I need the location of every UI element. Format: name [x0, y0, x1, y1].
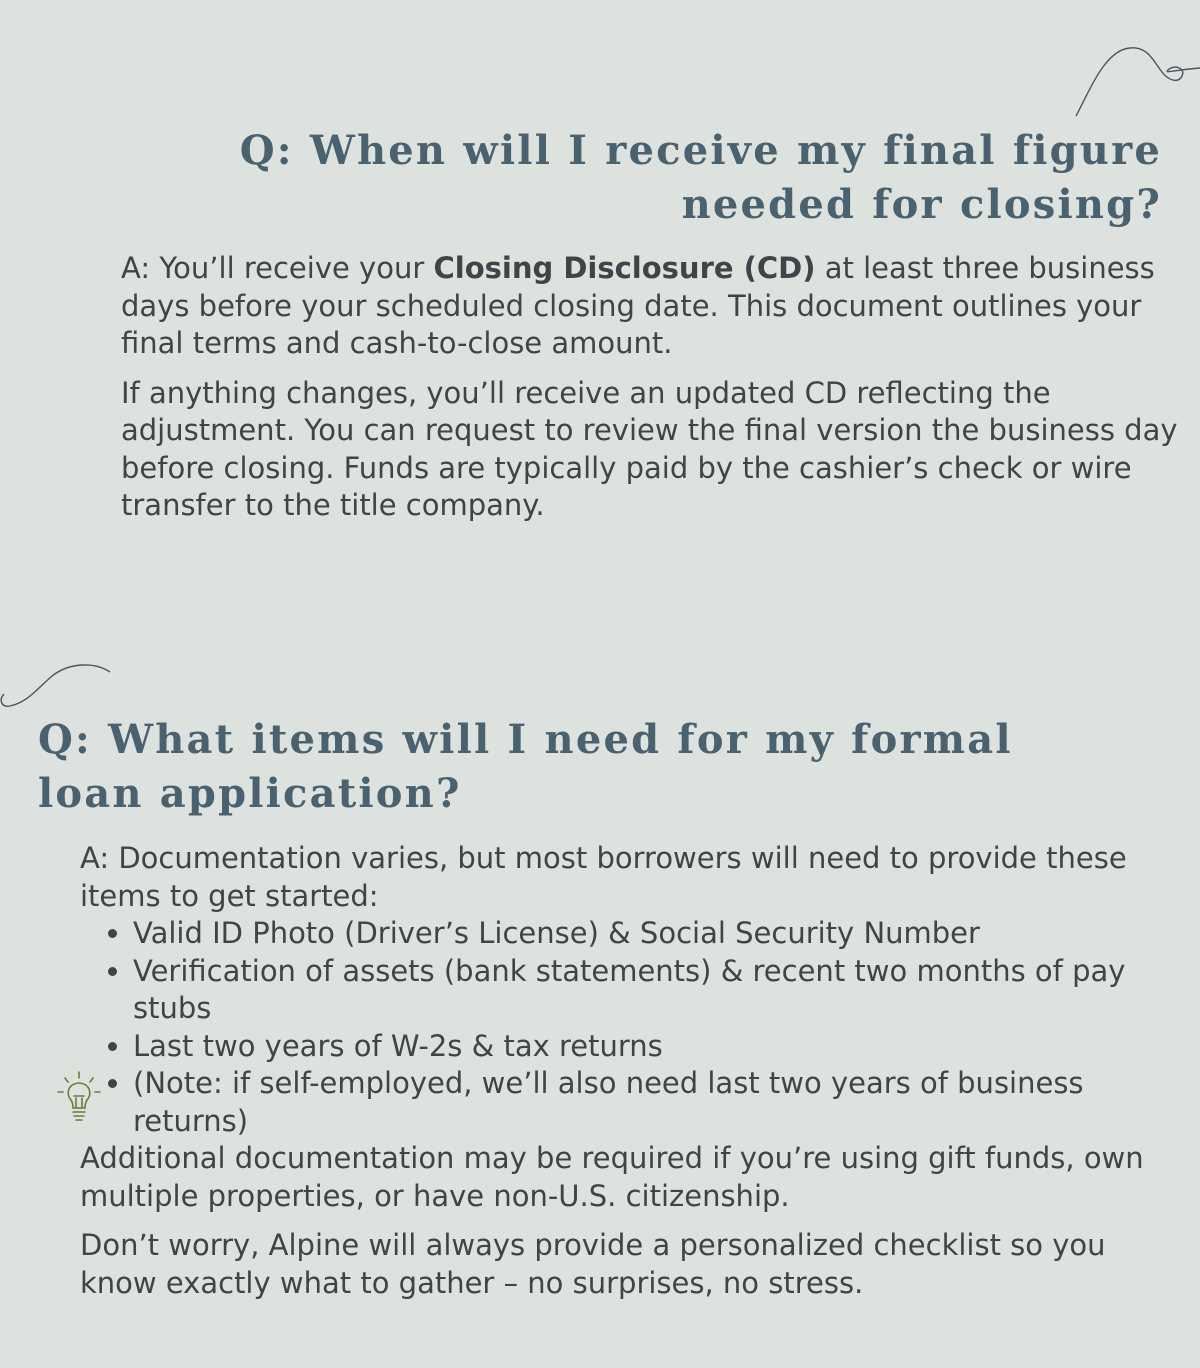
question-heading-closing-figure: Q: When will I receive my final figure needed for closing?: [239, 127, 1162, 228]
required-items-list: [80, 915, 1180, 1140]
list-item: Valid ID Photo (Driver’s License) & Social Security Number: [133, 915, 1180, 953]
closing-disclosure-term: Closing Disclosure (CD): [433, 251, 816, 285]
answer-intro-suffix: at least three business days before your scheduled closing date. This document outlines your final terms and cash-to-close amount.: [121, 251, 1155, 360]
answer-loan-application: [80, 840, 1180, 1302]
answer-changes-paragraph: If anything changes, you’ll receive an updated CD reflecting the adjustment. You can request to review the final version the business day before closing. Funds are typically paid by the cashier’s check or wire transfer to the title company.: [121, 375, 1178, 522]
swirl-decoration-icon: [0, 660, 115, 712]
swirl-decoration-icon: [1070, 40, 1200, 120]
list-item: Last two years of W-2s & tax returns: [133, 1028, 1180, 1066]
additional-documentation-paragraph: Additional documentation may be required if you’re using gift funds, own multiple properties, or have non-U.S. citizenship.: [80, 1141, 1144, 1213]
answer-intro-paragraph: [121, 250, 1181, 363]
answer-intro-paragraph: A: Documentation varies, but most borrowers will need to provide these items to get started:: [80, 841, 1127, 913]
lightbulb-icon: [56, 1070, 102, 1126]
list-item: Verification of assets (bank statements) & recent two months of pay stubs: [133, 953, 1180, 1028]
list-item: (Note: if self-employed, we’ll also need last two years of business returns): [133, 1065, 1180, 1140]
answer-intro-prefix: A: You’ll receive your: [121, 251, 434, 285]
answer-closing-figure: [121, 250, 1181, 525]
checklist-reassurance-paragraph: Don’t worry, Alpine will always provide a personalized checklist so you know exactly what to gather – no surprises, no stress.: [80, 1228, 1106, 1300]
question-heading-loan-application: Q: What items will I need for my formal loan application?: [38, 716, 1013, 817]
